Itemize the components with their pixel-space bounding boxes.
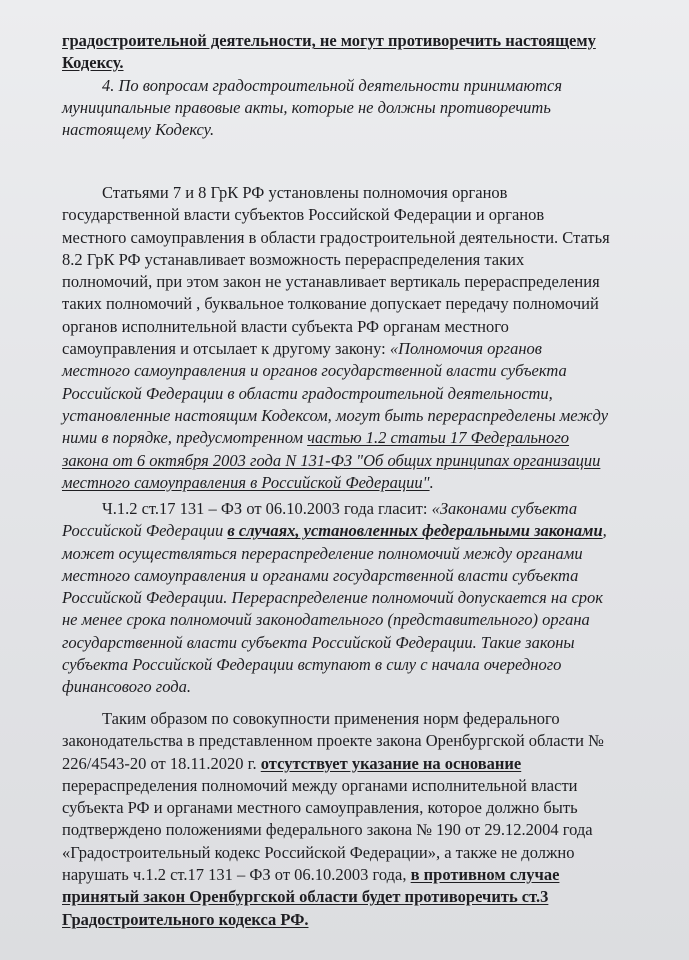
text-line: [62, 472, 662, 494]
text-run: «Полномочия органов: [389, 339, 542, 359]
text-run: финансового года.: [62, 677, 191, 697]
text-run: закона от 6 октября 2003 года N 131-ФЗ "Об общих принципах организации: [62, 450, 601, 470]
text-line: [62, 632, 662, 654]
text-line: [62, 886, 662, 908]
text-run: Ч.1.2 ст.17 131 – ФЗ от 06.10.2003 года гласит:: [102, 499, 432, 518]
text-run: ,: [602, 521, 607, 541]
text-run: нарушать ч.1.2 ст.17 131 – ФЗ от 06.10.2003 года,: [62, 865, 411, 885]
text-run: в случаях, установленных федеральными законами: [227, 521, 603, 541]
text-line: [62, 708, 662, 730]
text-run: органов исполнительной власти субъекта РФ органам местного: [62, 316, 509, 336]
text-line: [62, 119, 662, 141]
text-run: не менее срока полномочий законодательного (представительного) органа: [62, 610, 590, 630]
text-run: может осуществляться перераспределение полномочий между органами: [62, 543, 583, 563]
text-run: государственной власти субъекта Российской Федерации. Такие законы: [62, 632, 575, 652]
text-run: принятый закон Оренбургской области будет противоречить ст.3: [62, 887, 549, 907]
text-line: [62, 909, 662, 931]
text-run: самоуправления и отсылает к другому закону:: [62, 339, 390, 359]
text-line: [62, 30, 662, 52]
text-line: [62, 498, 662, 520]
text-run: градостроительной деятельности, не могут противоречить настоящему: [62, 31, 596, 50]
text-line: [62, 204, 662, 226]
text-line: [62, 75, 662, 97]
text-run: полномочий, при этом закон не устанавливает вертикаль перераспределения: [62, 272, 600, 292]
text-run: местного самоуправления и органов государственной власти субъекта: [62, 361, 567, 381]
text-line: [62, 775, 662, 797]
text-run: перераспределения полномочий между органами исполнительной власти: [62, 775, 578, 795]
text-run: 226/4543-20 от 18.11.2020 г.: [62, 753, 261, 773]
text-run: субъекта Российской Федерации вступают в силу с начала очередного: [62, 655, 562, 675]
text-run: государственной власти субъектов Российской Федерации и органов: [62, 205, 545, 225]
text-line: [62, 383, 662, 405]
text-run: местного самоуправления в Российской Федерации": [62, 472, 430, 492]
text-run: таких полномочий , буквальное толкование допускает передачу полномочий: [62, 294, 599, 314]
text-line: [62, 842, 662, 864]
text-line: [62, 360, 662, 382]
text-run: местного самоуправления и органами государственной власти субъекта: [62, 565, 579, 585]
text-line: [62, 753, 662, 775]
text-run: частью 1.2 статьи 17 Федерального: [307, 428, 570, 448]
text-line: [62, 405, 662, 427]
text-line: [62, 864, 662, 886]
text-line: [62, 609, 662, 631]
text-line: [62, 587, 662, 609]
text-run: Российской Федерации. Перераспределение полномочий допускается на срок: [62, 588, 604, 608]
text-line: [62, 182, 662, 204]
text-run: в противном случае: [410, 865, 560, 885]
text-line: [62, 316, 662, 338]
text-run: .: [429, 472, 434, 492]
text-line: [62, 271, 662, 293]
text-line: [62, 450, 662, 472]
text-run: Российской Федерации: [62, 521, 228, 541]
text-line: [62, 338, 662, 360]
text-run: отсутствует указание на основание: [260, 753, 522, 773]
text-run: муниципальные правовые акты, которые не должны противоречить: [62, 97, 551, 117]
text-line: [62, 97, 662, 119]
text-run: Таким образом по совокупности применения норм федерального: [102, 709, 560, 728]
text-line: [62, 520, 662, 542]
text-run: субъекта РФ и органами местного самоуправления, которое должно быть: [62, 798, 578, 818]
text-run: «Законами субъекта: [431, 499, 578, 518]
text-run: 4. По вопросам градостроительной деятельности принимаются: [102, 75, 563, 95]
text-line: [62, 819, 662, 841]
text-line: [62, 797, 662, 819]
text-run: Градостроительного кодекса РФ.: [62, 909, 309, 929]
text-line: [62, 730, 662, 752]
text-run: настоящему Кодексу.: [62, 120, 215, 140]
text-line: [62, 427, 662, 449]
text-run: местного самоуправления в области градостроительной деятельности. Статья: [62, 227, 610, 247]
paragraph-2: [62, 498, 662, 699]
text-run: «Градостроительный кодекс Российской Федерации», а также не должно: [62, 842, 575, 862]
text-run: законодательства в представленном проекте закона Оренбургской области №: [62, 731, 604, 751]
text-run: установленные настоящим Кодексом, могут быть перераспределены между: [62, 405, 609, 425]
text-run: Кодексу.: [62, 53, 124, 73]
text-line: [62, 227, 662, 249]
text-run: Статьями 7 и 8 ГрК РФ установлены полномочия органов: [102, 183, 508, 202]
text-line: [62, 565, 662, 587]
text-run: подтверждено положениями федерального закона № 190 от 29.12.2004 года: [62, 820, 593, 840]
top-fragment: [62, 30, 662, 141]
paragraph-1: [62, 182, 662, 494]
text-line: [62, 293, 662, 315]
text-run: Российской Федерации в области градостроительной деятельности,: [62, 383, 553, 403]
text-line: [62, 654, 662, 676]
text-run: 8.2 ГрК РФ устанавливает возможность перераспределения таких: [62, 249, 525, 269]
paragraph-3: [62, 708, 662, 931]
text-line: [62, 52, 662, 74]
text-line: [62, 676, 662, 698]
text-line: [62, 249, 662, 271]
text-line: [62, 543, 662, 565]
text-run: ними в порядке, предусмотренном: [62, 428, 308, 448]
